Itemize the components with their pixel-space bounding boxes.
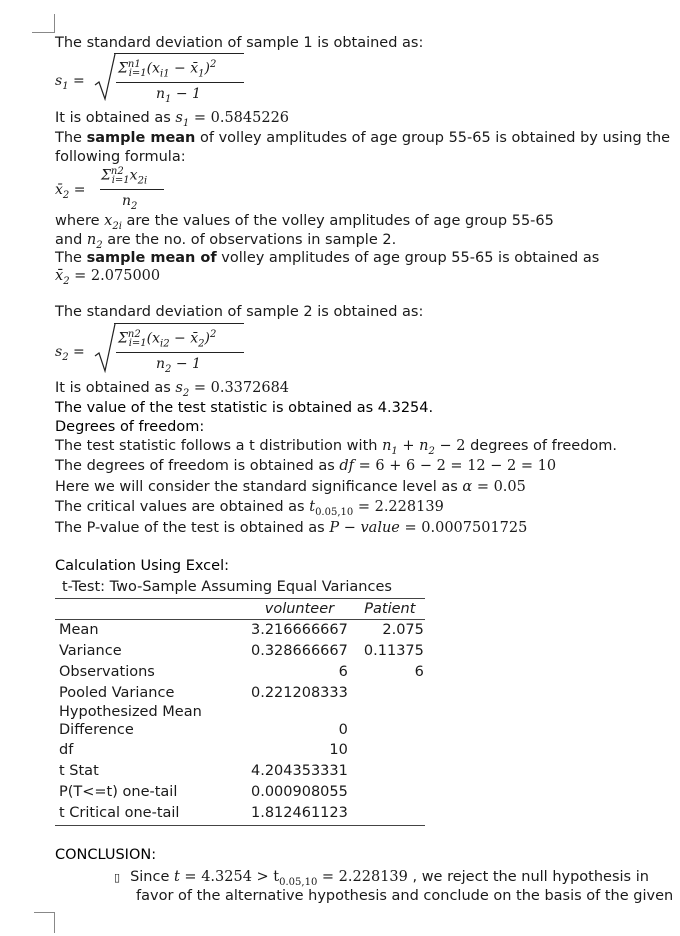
table-row bbox=[55, 721, 428, 739]
row-value-volunteer: 4.204353331 bbox=[251, 762, 348, 779]
mean2-intro-cont: following formula: bbox=[55, 149, 186, 165]
row-value-volunteer: 0.000908055 bbox=[251, 783, 348, 800]
conclusion-line-2: favor of the alternative hypothesis and conclude on the basis of the given bbox=[136, 888, 674, 904]
p-value-line: The P-value of the test is obtained as P − value = 0.0007501725 bbox=[55, 520, 528, 536]
table-row bbox=[55, 739, 428, 760]
mean2-result-intro: The sample mean of volley amplitudes of age group 55-65 is obtained as bbox=[55, 250, 600, 266]
table-row bbox=[55, 760, 428, 781]
table-header-rule bbox=[55, 619, 425, 620]
row-label: df bbox=[59, 741, 74, 758]
row-value-volunteer: 0 bbox=[338, 722, 348, 738]
excel-heading: Calculation Using Excel: bbox=[55, 558, 229, 574]
n2-line: and $n_2$ are the no. of observations in sample 2. bbox=[55, 232, 397, 251]
row-label: Difference bbox=[59, 722, 134, 738]
sqrt-sign bbox=[94, 323, 116, 373]
row-value-volunteer: 10 bbox=[329, 741, 348, 758]
col-header-volunteer: volunteer bbox=[264, 600, 335, 617]
row-label: Observations bbox=[59, 663, 155, 680]
row-label: t Stat bbox=[59, 762, 99, 779]
table-row bbox=[55, 682, 428, 703]
sqrt-sign bbox=[94, 53, 116, 101]
mean2-intro: The sample mean of volley amplitudes of age group 55-65 is obtained by using the bbox=[55, 130, 671, 146]
mean2-result: $x̄_2 = 2.075000$ bbox=[55, 268, 161, 287]
table-body bbox=[55, 619, 428, 823]
row-value-patient bbox=[352, 739, 428, 760]
critical-value-line: The critical values are obtained as $t_{0.05,10} = 2.228139$ bbox=[55, 499, 444, 518]
row-value-volunteer bbox=[247, 703, 352, 721]
row-label: P(T<=t) one-tail bbox=[59, 783, 178, 800]
row-value-volunteer: 0.328666667 bbox=[251, 642, 348, 659]
table-row bbox=[55, 781, 428, 802]
bullet-icon: ▯ bbox=[114, 871, 121, 884]
row-label: Variance bbox=[59, 642, 122, 659]
table-row bbox=[55, 802, 428, 823]
row-label: Pooled Variance bbox=[59, 684, 175, 701]
t-distribution-line: The test statistic follows a t distribution with $n_1 + n_2 - 2$ degrees of freedom. bbox=[55, 438, 618, 457]
table-header-row bbox=[55, 598, 428, 619]
row-value-patient bbox=[352, 760, 428, 781]
page-corner-top bbox=[32, 14, 55, 33]
df-heading: Degrees of freedom: bbox=[55, 419, 205, 435]
row-value-patient: 2.075 bbox=[382, 621, 424, 638]
row-value-volunteer: 1.812461123 bbox=[251, 804, 348, 821]
ttest-table bbox=[55, 598, 428, 823]
row-value-patient bbox=[352, 802, 428, 823]
row-label: t Critical one-tail bbox=[59, 804, 180, 821]
sd2-intro: The standard deviation of sample 2 is obtained as: bbox=[55, 304, 424, 320]
row-label: Mean bbox=[59, 621, 99, 638]
test-statistic-line: The value of the test statistic is obtained as 4.3254. bbox=[55, 400, 434, 416]
table-row bbox=[55, 619, 428, 640]
sd1-intro: The standard deviation of sample 1 is obtained as: bbox=[55, 35, 424, 51]
col-header-patient: Patient bbox=[364, 600, 416, 617]
s2-result: It is obtained as $s_2 = 0.3372684$ bbox=[55, 380, 290, 399]
row-value-volunteer: 6 bbox=[338, 663, 348, 680]
row-value-patient bbox=[352, 682, 428, 703]
row-value-patient: 6 bbox=[414, 663, 424, 680]
df-result: The degrees of freedom is obtained as df = 6 + 6 − 2 = 12 − 2 = 10 bbox=[55, 458, 557, 474]
row-value-patient: 0.11375 bbox=[363, 642, 424, 659]
table-title: t-Test: Two-Sample Assuming Equal Variances bbox=[62, 579, 392, 595]
where-line: where $x_{2i}$ are the values of the volley amplitudes of age group 55-65 bbox=[55, 213, 554, 232]
s1-result: It is obtained as $s_1 = 0.5845226$ bbox=[55, 110, 290, 129]
alpha-line: Here we will consider the standard significance level as α = 0.05 bbox=[55, 479, 526, 495]
table-bottom-rule bbox=[55, 825, 425, 826]
row-value-patient bbox=[352, 703, 428, 721]
row-value-patient bbox=[352, 721, 428, 739]
table-row bbox=[55, 703, 428, 721]
page-corner-bottom bbox=[34, 912, 55, 933]
conclusion-heading: CONCLUSION: bbox=[55, 847, 157, 863]
row-label: Hypothesized Mean bbox=[59, 704, 202, 720]
conclusion-line-1: ▯ Since $t = 4.3254 > t_{0.05,10} = 2.228139$ , we reject the null hypothesis in bbox=[114, 869, 649, 888]
row-value-volunteer: 3.216666667 bbox=[251, 621, 348, 638]
table-row bbox=[55, 661, 428, 682]
table-row bbox=[55, 640, 428, 661]
row-value-patient bbox=[352, 781, 428, 802]
row-value-volunteer: 0.221208333 bbox=[251, 684, 348, 701]
